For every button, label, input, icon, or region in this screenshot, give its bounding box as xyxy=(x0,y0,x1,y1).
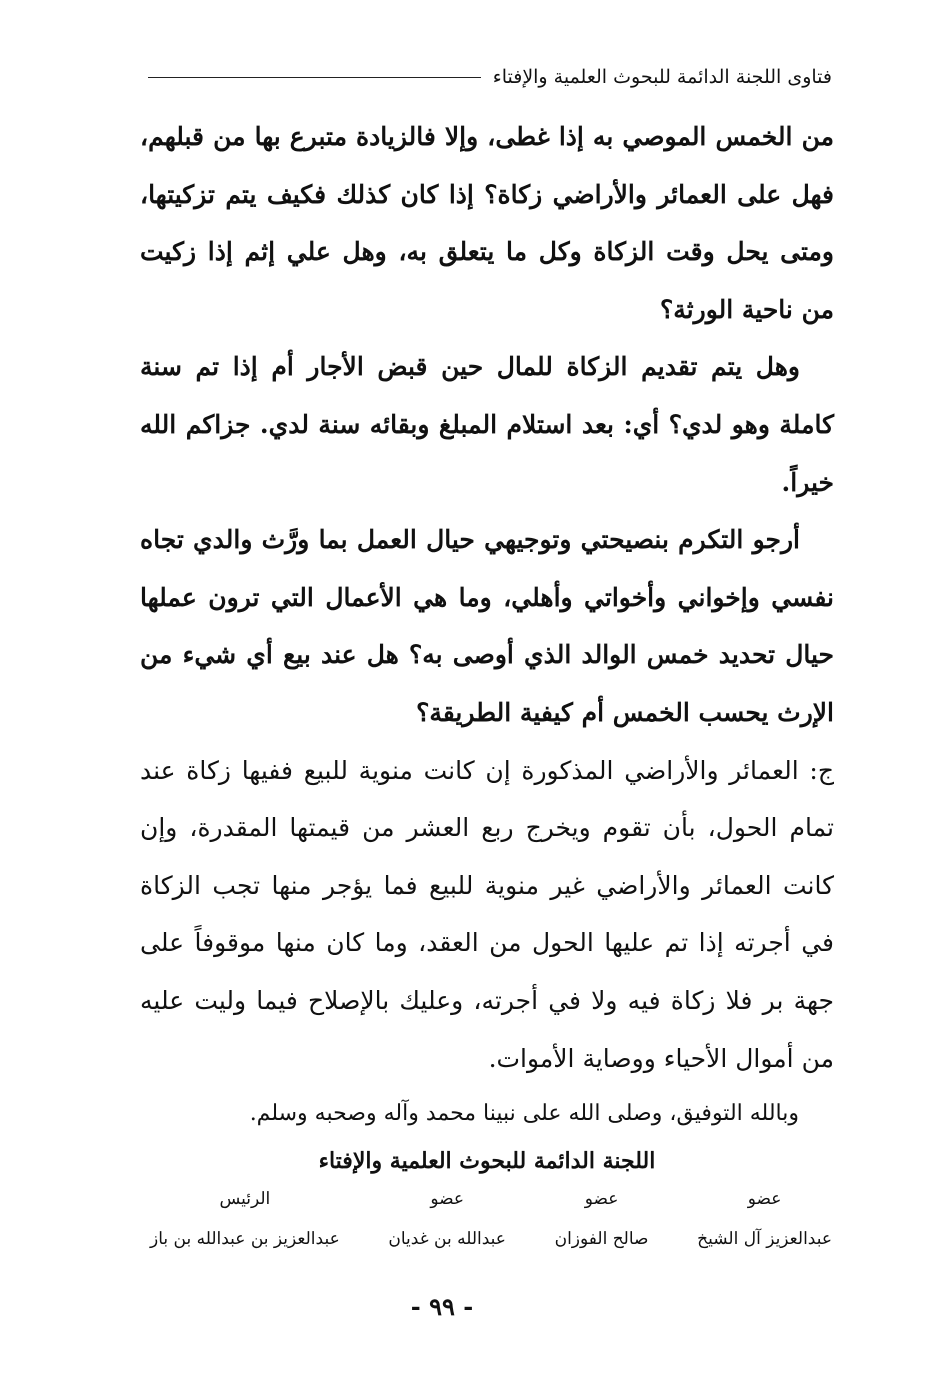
question-paragraph: أرجو التكرم بنصيحتي وتوجيهي حيال العمل بما ورَّث والدي تجاه نفسي وإخواني وأخواتي وأهلي، وما هي الأعمال التي ترون عملها حيال تحديد خمس الوالد الذي أوصى به؟ هل عند بيع أي شيء من الإرث يحسب الخمس أم كيفية الطريقة؟ xyxy=(140,525,834,727)
question-paragraph: وهل يتم تقديم الزكاة للمال حين قبض الأجار أم إذا تم سنة كاملة وهو لدي؟ أي: بعد استلام المبلغ وبقائه سنة لدي. جزاكم الله خيراً. xyxy=(140,352,834,497)
running-header xyxy=(148,62,832,92)
signature-role: الرئيس xyxy=(219,1189,271,1209)
signature-role: عضو xyxy=(430,1189,464,1209)
signature-member xyxy=(555,1184,649,1254)
signature-name: عبدالله بن غديان xyxy=(388,1229,506,1249)
signature-role: عضو xyxy=(747,1189,782,1209)
fatwa-body xyxy=(140,108,834,1087)
running-header-title: فتاوى اللجنة الدائمة للبحوث العلمية والإفتاء xyxy=(492,66,832,88)
closing-line: وبالله التوفيق، وصلى الله على نبينا محمد وآله وصحبه وسلم. xyxy=(249,1101,799,1126)
page-number: - ٩٩ - xyxy=(410,1292,474,1321)
signature-member xyxy=(697,1184,832,1254)
signature-name: عبدالعزيز آل الشيخ xyxy=(697,1229,832,1249)
signature-block xyxy=(150,1184,832,1254)
answer-paragraph: ج: العمائر والأراضي المذكورة إن كانت منوية للبيع ففيها زكاة عند تمام الحول، بأن تقوم ويخرج ربع العشر من قيمتها المقدرة، وإن كانت العمائر والأراضي غير منوية للبيع فما يؤجر منها تجب الزكاة في أجرته إذا تم عليها الحول من العقد، وما كان منها موقوفاً على جهة بر فلا زكاة فيه ولا في أجرته، وعليك بالإصلاح فيما وليت عليه من أموال الأحياء ووصاية الأموات. xyxy=(140,755,834,1073)
signature-president xyxy=(150,1184,340,1254)
signature-name: عبدالعزيز بن عبدالله بن باز xyxy=(150,1229,340,1249)
header-rule xyxy=(148,77,481,78)
committee-title: اللجنة الدائمة للبحوث العلمية والإفتاء xyxy=(318,1148,656,1174)
signature-name: صالح الفوزان xyxy=(554,1229,649,1249)
signature-member xyxy=(388,1184,506,1254)
signature-role: عضو xyxy=(584,1189,619,1209)
question-paragraph: من الخمس الموصي به إذا غطى، وإلا فالزيادة متبرع بها من قبلهم، فهل على العمائر والأراضي زكاة؟ إذا كان كذلك فكيف يتم تزكيتها، ومتى يحل وقت الزكاة وكل ما يتعلق به، وهل علي إثم إذا زكيت من ناحية الورثة؟ xyxy=(140,122,834,324)
